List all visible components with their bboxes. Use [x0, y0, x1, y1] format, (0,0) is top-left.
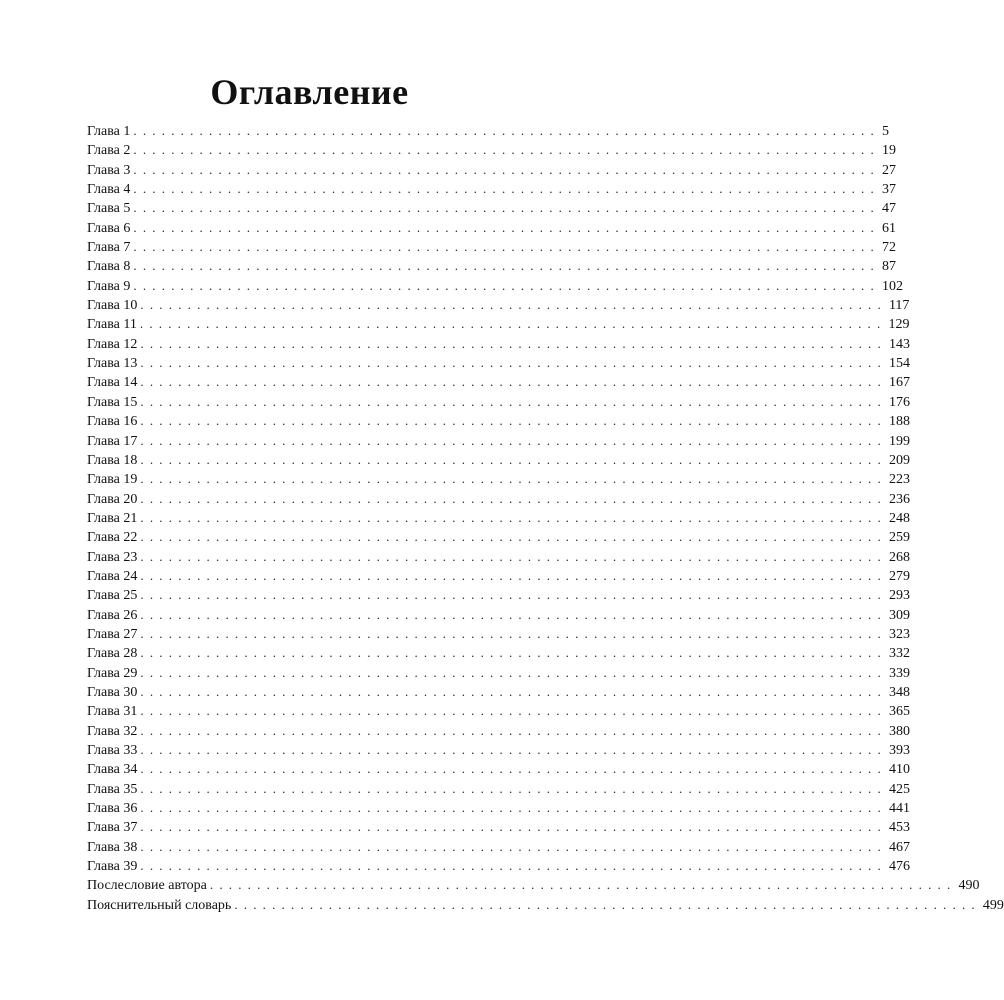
toc-entry-label: Глава 34 [87, 762, 138, 778]
toc-entry-label: Глава 5 [87, 201, 131, 217]
toc-entry [87, 856, 910, 875]
toc-entry [87, 256, 896, 275]
dot-leader: ............................................................................... [133, 200, 880, 216]
toc-entry-label: Глава 3 [87, 162, 131, 178]
toc-entry-page-number: 72 [881, 240, 896, 256]
toc-entry-label: Глава 26 [87, 607, 138, 623]
toc-entry [87, 314, 910, 333]
toc-entry-page-number: 332 [888, 646, 910, 662]
dot-leader: ............................................................................... [140, 722, 887, 738]
toc-entry-label: Глава 21 [87, 510, 138, 526]
toc-entry [87, 566, 910, 585]
toc-entry-label: Глава 20 [87, 491, 138, 507]
toc-entry-label: Глава 28 [87, 646, 138, 662]
toc-entry [87, 682, 910, 701]
toc-entry-label: Глава 37 [87, 820, 138, 836]
dot-leader: ............................................................................... [140, 838, 887, 854]
toc-entry [87, 160, 896, 179]
toc-entry-label: Глава 38 [87, 839, 138, 855]
dot-leader: ............................................................................... [140, 625, 887, 641]
toc-entry [87, 895, 1004, 914]
dot-leader: ............................................................................... [140, 819, 887, 835]
toc-entry [87, 624, 910, 643]
dot-leader: ............................................................................... [140, 703, 887, 719]
toc-entry [87, 121, 889, 140]
toc-entry-page-number: 37 [881, 182, 896, 198]
toc-entry-page-number: 61 [881, 220, 896, 236]
toc-entry [87, 198, 896, 217]
toc-entry [87, 643, 910, 662]
toc-entry-page-number: 339 [888, 665, 910, 681]
toc-entry-label: Глава 39 [87, 859, 138, 875]
toc-entry [87, 701, 910, 720]
dot-leader: ............................................................................... [140, 664, 887, 680]
dot-leader: ............................................................................... [209, 877, 957, 893]
dot-leader: ............................................................................... [140, 471, 887, 487]
dot-leader: ............................................................................... [140, 490, 887, 506]
dot-leader: ............................................................................... [133, 142, 880, 158]
toc-entry-label: Глава 17 [87, 433, 138, 449]
toc-entry-label: Глава 6 [87, 220, 131, 236]
toc-entry-page-number: 209 [888, 452, 910, 468]
toc-entry-label: Глава 24 [87, 568, 138, 584]
dot-leader: ............................................................................... [140, 683, 887, 699]
toc-entry-page-number: 441 [888, 801, 910, 817]
toc-entry-label: Глава 29 [87, 665, 138, 681]
toc-entry-label: Глава 14 [87, 375, 138, 391]
toc-entry-label: Глава 8 [87, 259, 131, 275]
dot-leader: ............................................................................... [133, 181, 880, 197]
toc-entry-page-number: 476 [888, 859, 910, 875]
toc-entry-label: Глава 31 [87, 704, 138, 720]
toc-entry [87, 798, 910, 817]
dot-leader: ............................................................................... [140, 393, 887, 409]
dot-leader: ............................................................................... [140, 587, 887, 603]
toc-entry-page-number: 102 [881, 278, 903, 294]
toc-entry-page-number: 348 [888, 684, 910, 700]
toc-entry [87, 372, 910, 391]
toc-entry-label: Глава 35 [87, 781, 138, 797]
dot-leader: ............................................................................... [140, 800, 887, 816]
dot-leader: ............................................................................... [140, 567, 887, 583]
toc-entry-page-number: 425 [888, 781, 910, 797]
dot-leader: ............................................................................... [133, 239, 880, 255]
dot-leader: ............................................................................... [140, 297, 887, 313]
dot-leader: ............................................................................... [234, 896, 981, 912]
toc-entry [87, 489, 910, 508]
dot-leader: ............................................................................... [140, 509, 887, 525]
toc-entry-label: Глава 22 [87, 530, 138, 546]
table-of-contents [87, 121, 1004, 914]
toc-entry [87, 663, 910, 682]
toc-entry-page-number: 248 [888, 510, 910, 526]
toc-entry-label: Пояснительный словарь [87, 897, 232, 913]
dot-leader: ............................................................................... [140, 451, 887, 467]
toc-entry-page-number: 87 [881, 259, 896, 275]
toc-entry [87, 411, 910, 430]
toc-entry-page-number: 490 [958, 878, 980, 894]
toc-entry-label: Глава 30 [87, 684, 138, 700]
toc-entry-page-number: 309 [888, 607, 910, 623]
toc-entry-page-number: 199 [888, 433, 910, 449]
dot-leader: ............................................................................... [140, 780, 887, 796]
toc-entry [87, 218, 896, 237]
toc-entry-label: Глава 11 [87, 317, 137, 333]
toc-entry-page-number: 143 [888, 336, 910, 352]
toc-entry-label: Глава 32 [87, 723, 138, 739]
toc-entry [87, 140, 896, 159]
toc-entry [87, 353, 910, 372]
toc-entry-label: Глава 2 [87, 143, 131, 159]
toc-entry [87, 740, 910, 759]
dot-leader: ............................................................................... [140, 413, 887, 429]
dot-leader: ............................................................................... [140, 606, 887, 622]
toc-entry-page-number: 365 [888, 704, 910, 720]
toc-entry [87, 392, 910, 411]
toc-entry-label: Глава 9 [87, 278, 131, 294]
toc-entry-label: Глава 4 [87, 182, 131, 198]
toc-entry-label: Глава 25 [87, 588, 138, 604]
toc-entry [87, 450, 910, 469]
toc-entry-page-number: 467 [888, 839, 910, 855]
dot-leader: ............................................................................... [133, 277, 880, 293]
dot-leader: ............................................................................... [140, 548, 887, 564]
toc-entry [87, 779, 910, 798]
toc-entry [87, 759, 910, 778]
toc-entry-page-number: 27 [881, 162, 896, 178]
toc-entry [87, 237, 896, 256]
toc-entry-label: Глава 19 [87, 472, 138, 488]
dot-leader: ............................................................................... [139, 316, 887, 332]
toc-entry [87, 875, 980, 894]
toc-entry-page-number: 154 [888, 356, 910, 372]
dot-leader: ............................................................................... [133, 219, 880, 235]
toc-entry-page-number: 279 [888, 568, 910, 584]
toc-entry-label: Глава 7 [87, 240, 131, 256]
toc-entry [87, 817, 910, 836]
dot-leader: ............................................................................... [140, 432, 887, 448]
toc-entry [87, 334, 910, 353]
toc-entry-page-number: 293 [888, 588, 910, 604]
toc-entry [87, 527, 910, 546]
toc-entry [87, 721, 910, 740]
toc-entry-label: Глава 23 [87, 549, 138, 565]
toc-entry-label: Послесловие автора [87, 878, 207, 894]
toc-entry-page-number: 223 [888, 472, 910, 488]
toc-entry-label: Глава 27 [87, 626, 138, 642]
toc-entry-page-number: 117 [888, 298, 910, 314]
toc-entry-page-number: 410 [888, 762, 910, 778]
dot-leader: ............................................................................... [140, 761, 887, 777]
toc-entry-page-number: 47 [881, 201, 896, 217]
toc-entry-page-number: 188 [888, 414, 910, 430]
toc-entry-label: Глава 36 [87, 801, 138, 817]
dot-leader: ............................................................................... [140, 645, 887, 661]
page-title: Оглавление [210, 72, 409, 112]
dot-leader: ............................................................................... [133, 258, 880, 274]
toc-entry-page-number: 129 [888, 317, 910, 333]
toc-entry-label: Глава 1 [87, 124, 131, 139]
dot-leader: ............................................................................... [140, 355, 887, 371]
toc-entry-page-number: 167 [888, 375, 910, 391]
dot-leader: ............................................................................... [140, 529, 887, 545]
toc-entry-page-number: 5 [881, 124, 889, 139]
toc-entry [87, 469, 910, 488]
toc-entry-page-number: 323 [888, 626, 910, 642]
toc-entry-label: Глава 13 [87, 356, 138, 372]
toc-entry [87, 837, 910, 856]
toc-entry-page-number: 259 [888, 530, 910, 546]
toc-entry-page-number: 499 [982, 897, 1004, 913]
dot-leader: ............................................................................... [133, 161, 880, 177]
toc-entry-page-number: 453 [888, 820, 910, 836]
toc-entry-label: Глава 18 [87, 452, 138, 468]
toc-entry [87, 508, 910, 527]
toc-entry-page-number: 393 [888, 743, 910, 758]
toc-entry [87, 605, 910, 624]
toc-entry-page-number: 236 [888, 491, 910, 507]
toc-entry [87, 295, 910, 314]
toc-entry [87, 585, 910, 604]
dot-leader: ............................................................................... [133, 123, 880, 138]
dot-leader: ............................................................................... [140, 858, 887, 874]
toc-entry-page-number: 380 [888, 723, 910, 739]
toc-entry-label: Глава 33 [87, 743, 138, 758]
toc-entry-page-number: 176 [888, 394, 910, 410]
toc-entry-page-number: 268 [888, 549, 910, 565]
dot-leader: ............................................................................... [140, 374, 887, 390]
toc-entry [87, 276, 903, 295]
toc-entry-label: Глава 15 [87, 394, 138, 410]
dot-leader: ............................................................................... [140, 742, 887, 757]
toc-entry-page-number: 19 [881, 143, 896, 159]
toc-entry [87, 179, 896, 198]
toc-entry [87, 431, 910, 450]
toc-entry-label: Глава 10 [87, 298, 138, 314]
toc-entry-label: Глава 16 [87, 414, 138, 430]
dot-leader: ............................................................................... [140, 335, 887, 351]
toc-entry [87, 547, 910, 566]
toc-entry-label: Глава 12 [87, 336, 138, 352]
